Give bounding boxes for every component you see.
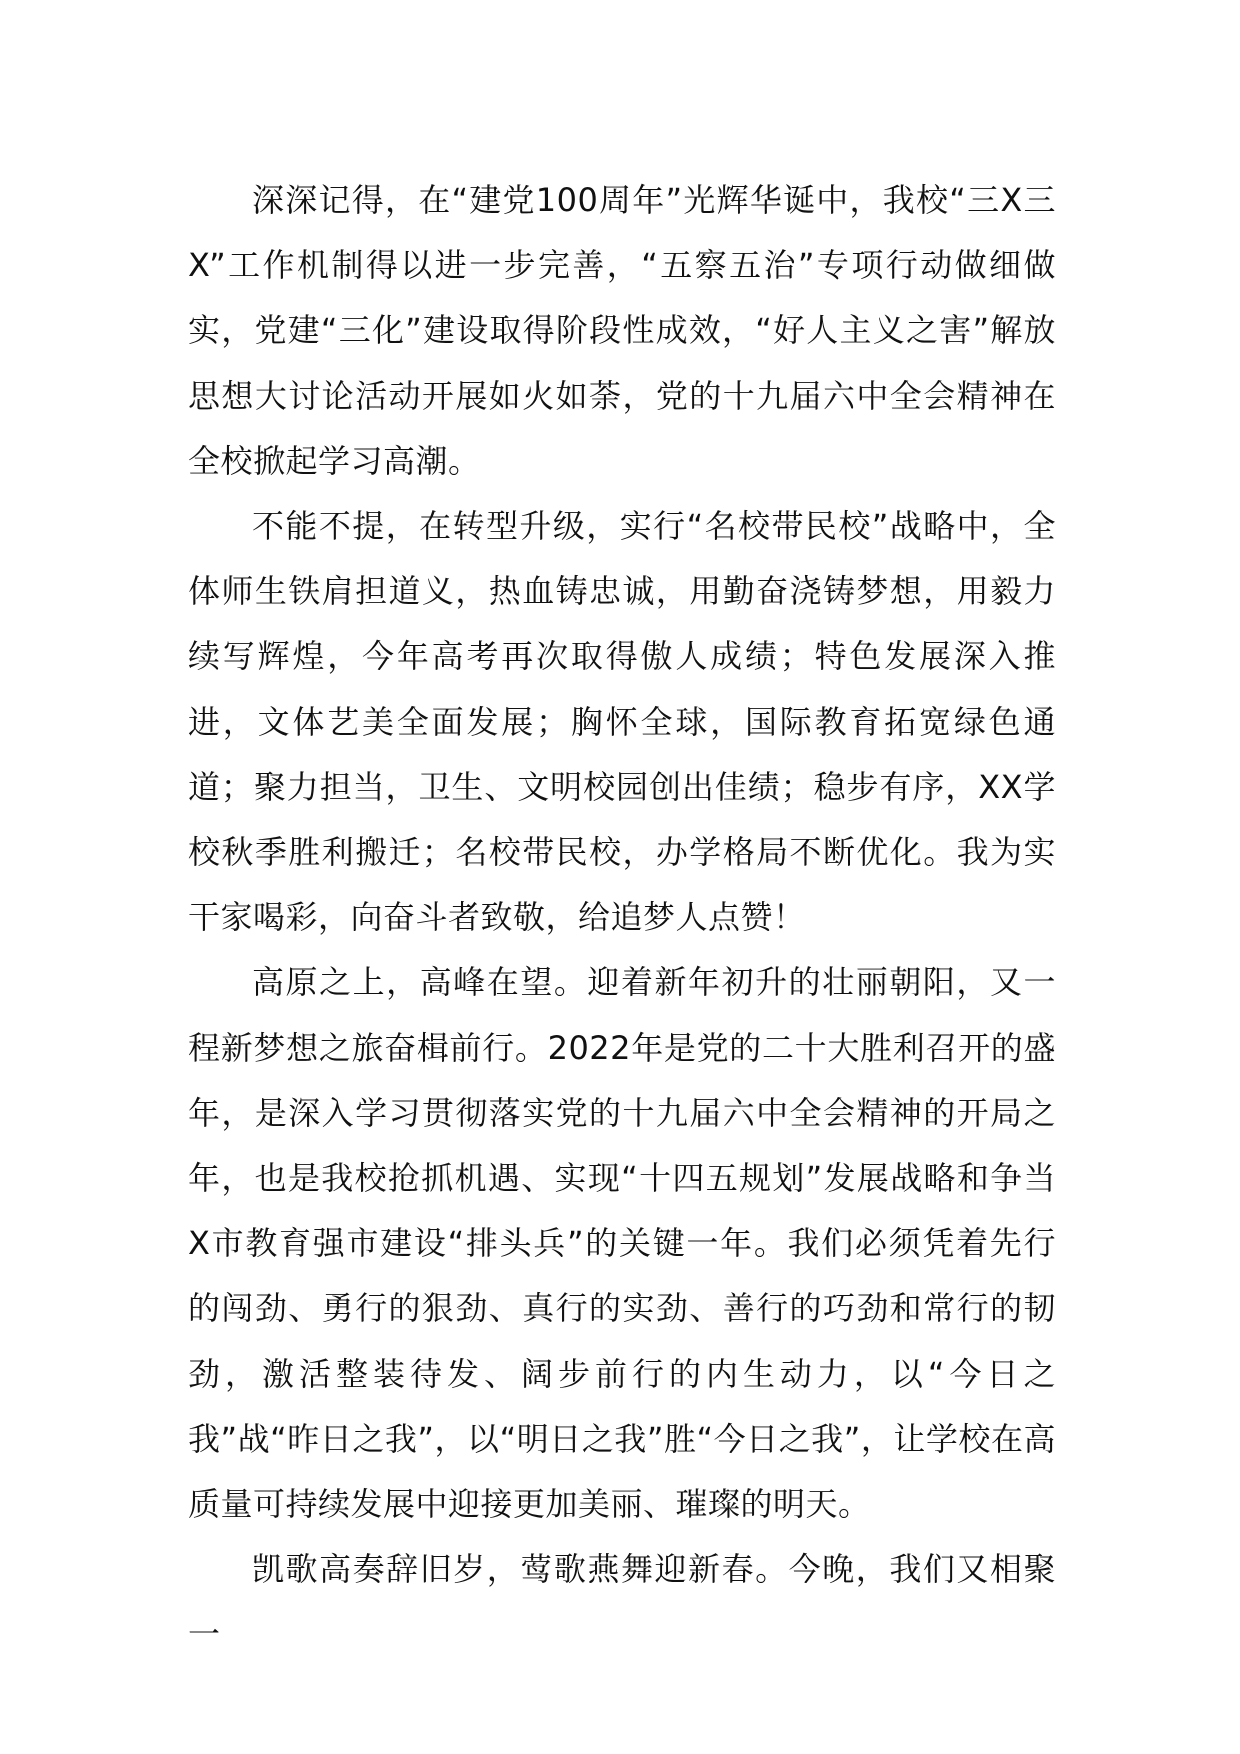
paragraph-4: 凯歌高奏辞旧岁，莺歌燕舞迎新春。今晚，我们又相聚一 (188, 1550, 1056, 1654)
paragraph-2: 不能不提，在转型升级，实行“名校带民校”战略中，全体师生铁肩担道义，热血铸忠诚，用勤奋浇铸梦想，用毅力续写辉煌，今年高考再次取得傲人成绩；特色发展深入推进，文体艺美全面发展；胸怀全球，国际教育拓宽绿色通道；聚力担当，卫生、文明校园创出佳绩；稳步有序，XX学校秋季胜利搬迁；名校带民校，办学格局不断优化。我为实干家喝彩，向奋斗者致敬，给追梦人点赞！ (188, 507, 1056, 937)
paragraph-1: 深深记得，在“建党100周年”光辉华诞中，我校“三X三X”工作机制得以进一步完善，“五察五治”专项行动做细做实，党建“三化”建设取得阶段性成效，“好人主义之害”解放思想大讨论活动开展如火如荼，党的十九届六中全会精神在全校掀起学习高潮。 (188, 181, 1056, 480)
paragraph-3: 高原之上，高峰在望。迎着新年初升的壮丽朝阳，又一程新梦想之旅奋楫前行。2022年是党的二十大胜利召开的盛年，是深入学习贯彻落实党的十九届六中全会精神的开局之年，也是我校抢抓机遇、实现“十四五规划”发展战略和争当X市教育强市建设“排头兵”的关键一年。我们必须凭着先行的闯劲、勇行的狠劲、真行的实劲、善行的巧劲和常行的韧劲，激活整装待发、阔步前行的内生动力，以“今日之我”战“昨日之我”，以“明日之我”胜“今日之我”，让学校在高质量可持续发展中迎接更加美丽、璀璨的明天。 (188, 963, 1056, 1524)
body-text (188, 168, 1056, 1668)
